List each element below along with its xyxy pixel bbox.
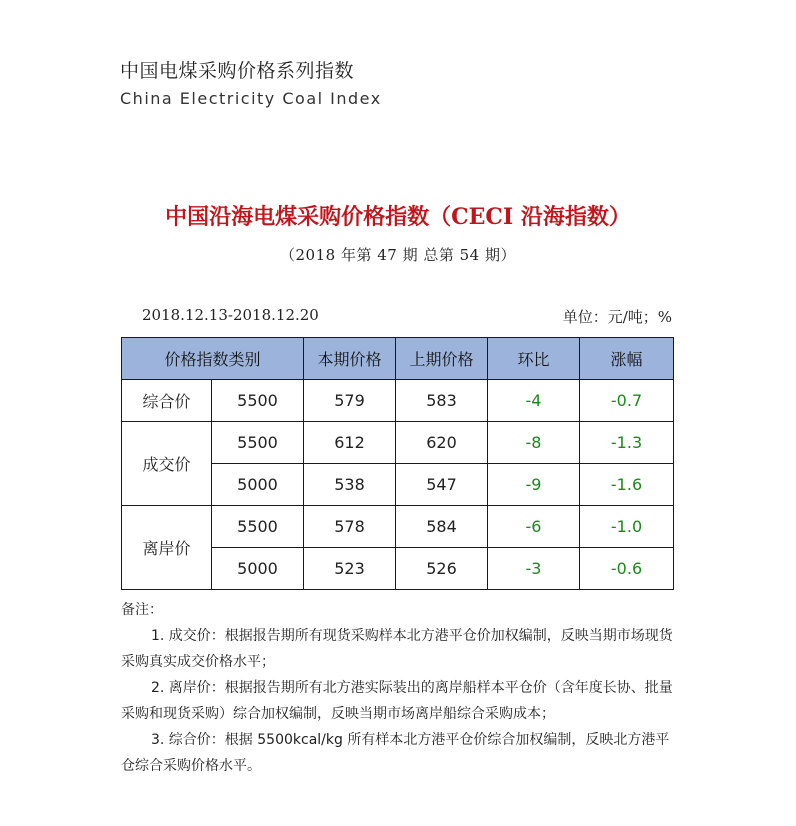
pct-cell: -0.7: [580, 380, 674, 422]
grade-cell: 5500: [212, 422, 304, 464]
price-index-table: [121, 337, 674, 590]
current-price-cell: 538: [304, 464, 396, 506]
header-current: 本期价格: [304, 338, 396, 380]
change-cell: -9: [488, 464, 580, 506]
current-price-cell: 612: [304, 422, 396, 464]
header-pct: 涨幅: [580, 338, 674, 380]
change-cell: -6: [488, 506, 580, 548]
note-item: 3. 综合价：根据 5500kcal/kg 所有样本北方港平仓价综合加权编制，反映北方港平仓综合采购价格水平。: [121, 732, 670, 774]
change-cell: -3: [488, 548, 580, 590]
current-price-cell: 579: [304, 380, 396, 422]
previous-price-cell: 620: [396, 422, 488, 464]
previous-price-cell: 583: [396, 380, 488, 422]
report-title: 中国沿海电煤采购价格指数（CECI 沿海指数）: [165, 204, 631, 230]
grade-cell: 5000: [212, 464, 304, 506]
previous-price-cell: 547: [396, 464, 488, 506]
header-previous: 上期价格: [396, 338, 488, 380]
unit-label: 单位：元/吨；%: [562, 308, 672, 326]
grade-cell: 5000: [212, 548, 304, 590]
header-category: 价格指数类别: [122, 338, 304, 380]
pct-cell: -1.6: [580, 464, 674, 506]
note-item: 1. 成交价：根据报告期所有现货采购样本北方港平仓价加权编制，反映当期市场现货采购真实成交价格水平；: [121, 628, 673, 670]
change-cell: -4: [488, 380, 580, 422]
grade-cell: 5500: [212, 380, 304, 422]
grade-cell: 5500: [212, 506, 304, 548]
header-title-en: China Electricity Coal Index: [120, 89, 382, 108]
header-change: 环比: [488, 338, 580, 380]
current-price-cell: 578: [304, 506, 396, 548]
current-price-cell: 523: [304, 548, 396, 590]
table-row: [122, 506, 674, 548]
pct-cell: -0.6: [580, 548, 674, 590]
note-item: 2. 离岸价：根据报告期所有北方港实际装出的离岸船样本平仓价（含年度长协、批量采购和现货采购）综合加权编制，反映当期市场离岸船综合采购成本；: [121, 680, 673, 722]
date-range: 2018.12.13-2018.12.20: [142, 306, 319, 324]
previous-price-cell: 526: [396, 548, 488, 590]
category-cell: 综合价: [122, 380, 212, 422]
pct-cell: -1.0: [580, 506, 674, 548]
header-title-cn: 中国电煤采购价格系列指数: [120, 60, 355, 82]
change-cell: -8: [488, 422, 580, 464]
table-row: [122, 422, 674, 464]
previous-price-cell: 584: [396, 506, 488, 548]
notes-heading: 备注：: [121, 602, 163, 618]
category-cell: 成交价: [122, 422, 212, 506]
report-issue: （2018 年第 47 期 总第 54 期）: [280, 246, 516, 264]
table-row: [122, 380, 674, 422]
table-header-row: [122, 338, 674, 380]
pct-cell: -1.3: [580, 422, 674, 464]
category-cell: 离岸价: [122, 506, 212, 590]
notes-section: [121, 597, 681, 779]
